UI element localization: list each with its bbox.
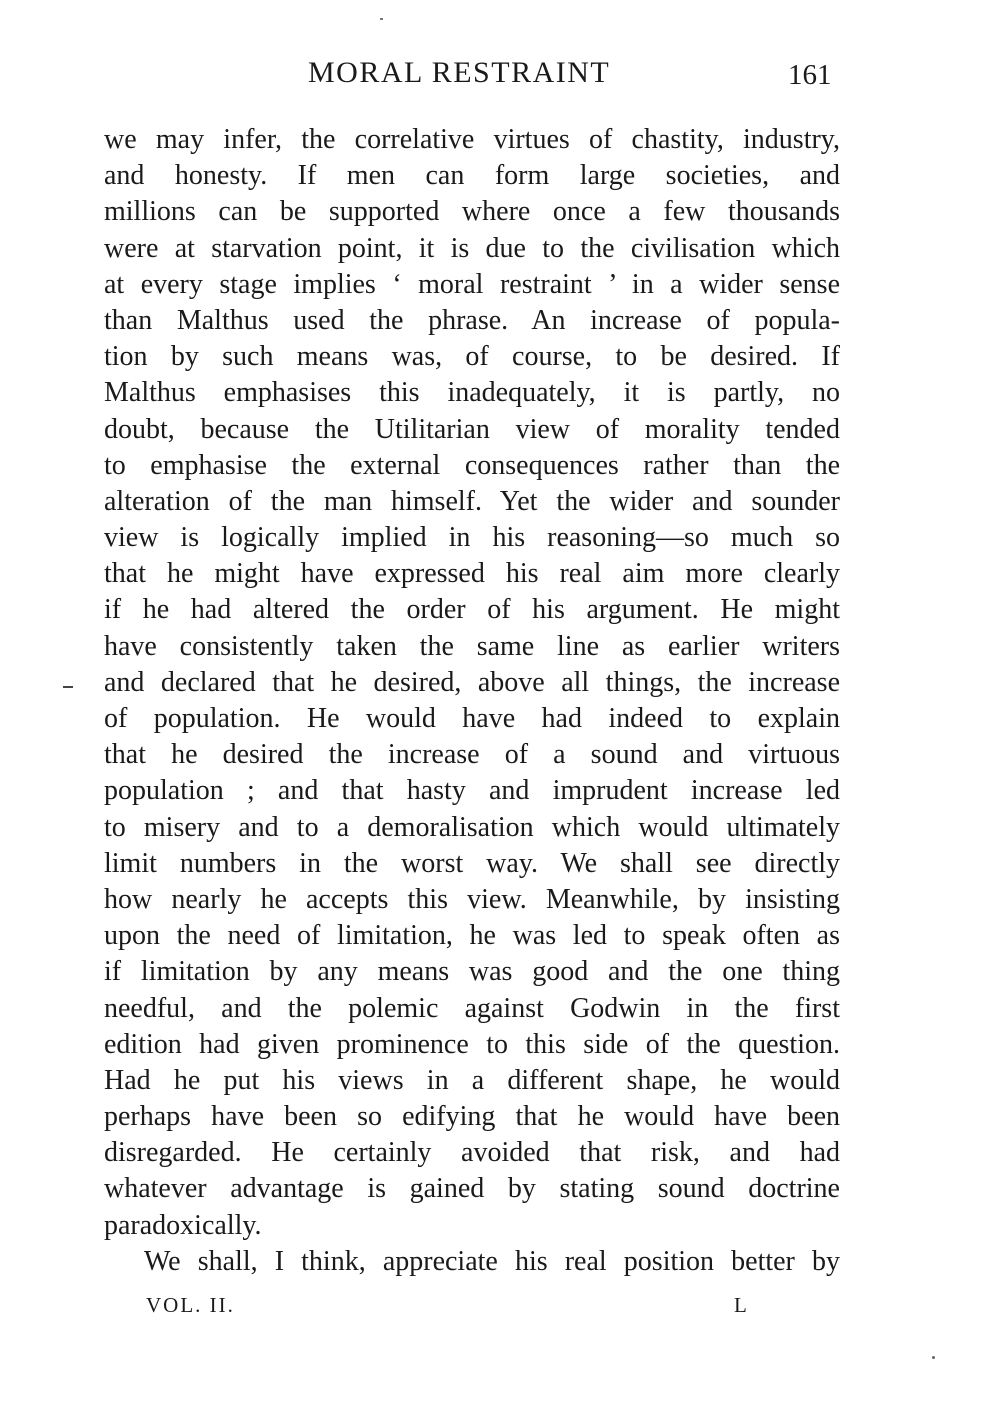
text-line: whatever advantage is gained by stating sound doctrine: [104, 1173, 840, 1205]
text-line: millions can be supported where once a few thousands: [104, 196, 840, 228]
text-line: were at starvation point, it is due to the civilisation which: [104, 232, 840, 264]
text-line: needful, and the polemic against Godwin in the first: [104, 992, 840, 1024]
text-line: perhaps have been so edifying that he would have been: [104, 1101, 840, 1133]
paragraph-start-line: We shall, I think, appreciate his real position better by: [144, 1245, 840, 1277]
text-line: that he desired the increase of a sound and virtuous: [104, 739, 840, 771]
body-text: [104, 122, 840, 1280]
text-line: Malthus emphasises this inadequately, it is partly, no: [104, 377, 840, 409]
text-line: we may infer, the correlative virtues of chastity, industry,: [104, 124, 840, 155]
running-head: MORAL RESTRAINT: [308, 56, 611, 89]
margin-mark: [63, 686, 73, 688]
text-line: edition had given prominence to this side of the question.: [104, 1028, 840, 1060]
print-speck: [932, 1356, 935, 1359]
text-line: and declared that he desired, above all things, the increase: [104, 666, 840, 698]
text-line: how nearly he accepts this view. Meanwhile, by insisting: [104, 883, 840, 915]
page-number: 161: [788, 59, 832, 91]
text-line: upon the need of limitation, he was led to speak often as: [104, 920, 840, 952]
text-line: at every stage implies ‘ moral restraint ’ in a wider sense: [104, 268, 840, 300]
text-line: limit numbers in the worst way. We shall see directly: [104, 847, 840, 879]
text-line: that he might have expressed his real aim more clearly: [104, 558, 840, 590]
text-line: to emphasise the external consequences rather than the: [104, 449, 840, 481]
text-line: than Malthus used the phrase. An increase of popula-: [104, 304, 840, 336]
gathering-signature: L: [734, 1293, 747, 1317]
text-line: doubt, because the Utilitarian view of morality tended: [104, 413, 840, 445]
print-speck: [380, 18, 383, 20]
volume-signature: VOL. II.: [146, 1293, 235, 1317]
text-line: disregarded. He certainly avoided that risk, and had: [104, 1137, 840, 1169]
paragraph-end-line: paradoxically.: [104, 1209, 262, 1241]
text-line: tion by such means was, of course, to be desired. If: [104, 341, 840, 373]
text-line: if he had altered the order of his argument. He might: [104, 594, 840, 626]
text-line: and honesty. If men can form large societies, and: [104, 160, 840, 192]
text-line: to misery and to a demoralisation which would ultimately: [104, 811, 840, 843]
text-line: if limitation by any means was good and the one thing: [104, 956, 840, 988]
text-line: population ; and that hasty and imprudent increase led: [104, 775, 840, 807]
text-line: have consistently taken the same line as earlier writers: [104, 630, 840, 662]
text-line: view is logically implied in his reasoning—so much so: [104, 522, 840, 554]
text-line: of population. He would have had indeed to explain: [104, 703, 840, 734]
text-line: alteration of the man himself. Yet the wider and sounder: [104, 485, 840, 517]
text-line: Had he put his views in a different shape, he would: [104, 1064, 840, 1096]
